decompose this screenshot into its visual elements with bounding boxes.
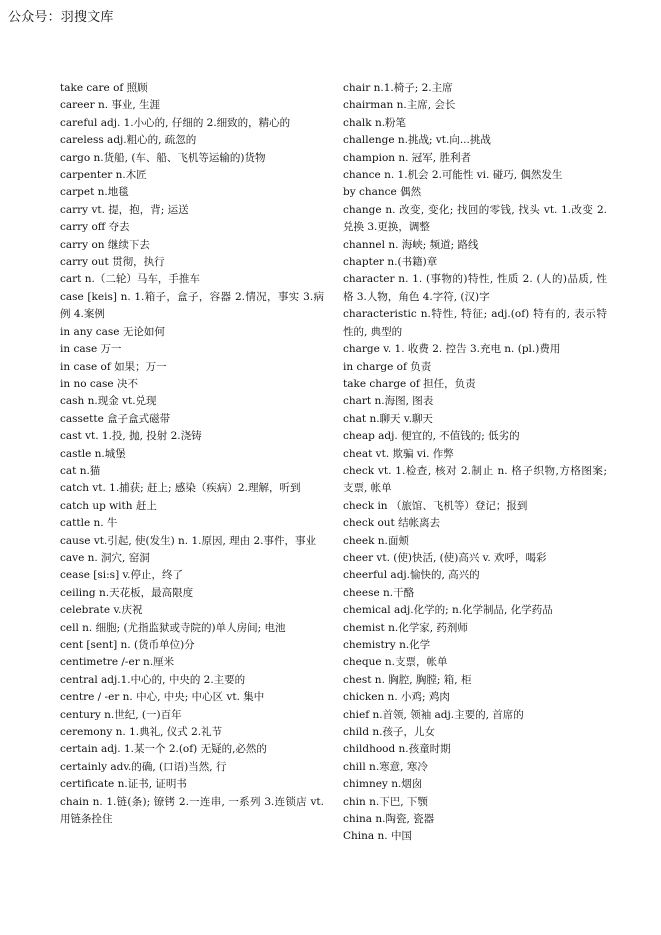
vocab-entry: chemistry n.化学	[343, 639, 431, 651]
vocab-entry: careless adj.粗心的, 疏忽的	[60, 134, 197, 147]
vocab-entry: centre / -er n. 中心, 中央; 中心区 vt. 集中	[60, 691, 265, 704]
vocab-entry: chairman n.主席, 会长	[343, 99, 456, 112]
vocab-entry: century n.世纪, (一)百年	[60, 708, 182, 721]
vocab-entry: cash n.现金 vt.兑现	[60, 395, 157, 408]
vocab-entry: take care of 照顾	[60, 82, 148, 94]
vocab-entry: certain adj. 1.某一个 2.(of) 无疑的,必然的	[60, 743, 267, 756]
vocab-entry: in case 万一	[60, 343, 122, 356]
vocab-entry: China n. 中国	[343, 830, 412, 843]
vocab-entry: change n. 改变, 变化; 找回的零钱, 找头 vt. 1.改变 2.兑换 3.更换，调整	[343, 203, 607, 234]
vocab-entry: check vt. 1.检查, 核对 2.制止 n. 格子织物,方格图案; 支票, 帐单	[343, 464, 607, 495]
vocab-entry: chair n.1.椅子; 2.主席	[343, 82, 453, 94]
vocab-entry: carry out 贯彻，执行	[60, 256, 165, 269]
vocab-entry: cheap adj. 便宜的, 不值钱的; 低劣的	[343, 430, 520, 443]
vocab-entry: certainly adv.的确, (口语)当然, 行	[60, 760, 227, 773]
vocab-entry: chill n.寒意, 寒冷	[343, 760, 428, 773]
vocab-entry: catch up with 赶上	[60, 499, 157, 512]
vocab-entry: by chance 偶然	[343, 186, 422, 199]
left-column	[60, 80, 324, 828]
vocab-entry: chalk n.粉笔	[343, 116, 407, 129]
vocab-entry: cast vt. 1.投, 抛, 投射 2.浇铸	[60, 430, 202, 443]
vocab-entry: chemist n.化学家, 药剂师	[343, 621, 468, 634]
vocab-entry: cheque n.支票，帐单	[343, 656, 448, 669]
vocab-entry: chemical adj.化学的; n.化学制品, 化学药品	[343, 604, 553, 617]
vocab-entry: chief n.首领, 领袖 adj.主要的, 首席的	[343, 708, 524, 721]
page-header: 公众号：羽搜文库	[8, 10, 114, 25]
vocab-entry: cat n.猫	[60, 464, 101, 477]
vocab-entry: childhood n.孩童时期	[343, 743, 451, 756]
vocab-entry: challenge n.挑战; vt.向...挑战	[343, 134, 491, 147]
vocab-entry: central adj.1.中心的, 中央的 2.主要的	[60, 673, 246, 686]
vocab-entry: charge v. 1. 收费 2. 控告 3.充电 n. (pl.)费用	[343, 343, 561, 356]
vocab-entry: castle n.城堡	[60, 447, 126, 460]
vocab-entry: characteristic n.特性, 特征; adj.(of) 特有的, 表示特性的, 典型的	[343, 308, 607, 338]
vocab-entry: china n.陶瓷, 瓷器	[343, 813, 435, 826]
vocab-entry: chat n.聊天 v.聊天	[343, 412, 433, 425]
vocab-entry: cheer vt. (使)快活, (使)高兴 v. 欢呼，喝彩	[343, 551, 547, 564]
vocab-entry: in any case 无论如何	[60, 325, 165, 338]
vocab-entry: cease [si:s] v.停止，终了	[60, 569, 184, 582]
vocab-entry: cell n. 细胞; (尤指监狱或寺院的)单人房间; 电池	[60, 621, 286, 634]
vocab-entry: check in （旅馆、飞机等）登记；报到	[343, 499, 528, 512]
vocab-entry: certificate n.证书, 证明书	[60, 778, 187, 791]
vocab-entry: cent [sent] n. (货币单位)分	[60, 639, 195, 651]
right-column	[343, 80, 607, 846]
vocab-entry: in charge of 负责	[343, 360, 432, 373]
vocab-entry: cassette 盒子盒式磁带	[60, 412, 171, 425]
vocab-entry: ceiling n.天花板，最高限度	[60, 586, 194, 599]
vocab-entry: cheek n.面颊	[343, 534, 409, 547]
vocab-entry: chicken n. 小鸡; 鸡肉	[343, 691, 450, 704]
vocab-entry: cart n.（二轮）马车，手推车	[60, 273, 200, 286]
vocab-entry: carry on 继续下去	[60, 238, 150, 251]
vocab-entry: ceremony n. 1.典礼, 仪式 2.礼节	[60, 726, 223, 739]
vocab-entry: celebrate v.庆祝	[60, 604, 143, 617]
vocab-entry: carry off 夺去	[60, 221, 130, 234]
vocab-entry: cargo n.货船, (车、船、飞机等运输的)货物	[60, 151, 266, 164]
vocab-entry: cheerful adj.愉快的, 高兴的	[343, 569, 480, 582]
vocab-entry: chimney n.烟囱	[343, 778, 423, 791]
vocab-entry: chain n. 1.链(条); 镣铐 2.一连串, 一系列 3.连锁店 vt.用链条拴住	[60, 795, 324, 826]
vocab-entry: chart n.海图, 图表	[343, 395, 434, 408]
vocab-entry: cheat vt. 欺骗 vi. 作弊	[343, 447, 454, 460]
vocab-entry: child n.孩子，儿女	[343, 726, 436, 739]
vocab-entry: chapter n.(书籍)章	[343, 256, 438, 269]
vocab-entry: check out 结帐离去	[343, 517, 441, 530]
vocab-entry: cave n. 洞穴, 窑洞	[60, 551, 150, 564]
vocab-entry: chest n. 胸腔, 胸膛; 箱, 柜	[343, 673, 472, 686]
vocab-entry: carpet n.地毯	[60, 186, 129, 199]
vocab-entry: chance n. 1.机会 2.可能性 vi. 碰巧, 偶然发生	[343, 169, 563, 182]
vocab-entry: career n. 事业, 生涯	[60, 99, 161, 112]
vocab-entry: catch vt. 1.捕获; 赶上; 感染（疾病）2.理解，听到	[60, 482, 301, 495]
vocab-entry: character n. 1. (事物的)特性, 性质 2. (人的)品质, 性格 3.人物，角色 4.字符, (汉)字	[343, 273, 607, 303]
vocab-entry: channel n. 海峡; 频道; 路线	[343, 238, 479, 251]
vocab-entry: take charge of 担任，负责	[343, 377, 476, 390]
vocab-entry: chin n.下巴, 下颚	[343, 795, 428, 808]
vocab-entry: carpenter n.木匠	[60, 169, 147, 182]
vocab-entry: centimetre /-er n.厘米	[60, 656, 175, 669]
vocab-entry: carry vt. 提，抱，背; 运送	[60, 203, 189, 216]
vocab-entry: champion n. 冠军, 胜利者	[343, 151, 471, 164]
vocab-entry: in no case 决不	[60, 377, 138, 390]
vocab-entry: cause vt.引起, 使(发生) n. 1.原因, 理由 2.事件，事业	[60, 534, 317, 547]
vocab-entry: in case of 如果；万一	[60, 360, 167, 373]
vocab-entry: case [keis] n. 1.箱子，盒子，容器 2.情况，事实 3.病例 4.案例	[60, 290, 324, 321]
vocab-entry: cheese n.干酪	[343, 586, 415, 599]
vocab-entry: cattle n. 牛	[60, 517, 118, 530]
vocab-entry: careful adj. 1.小心的, 仔细的 2.细致的，精心的	[60, 116, 291, 129]
